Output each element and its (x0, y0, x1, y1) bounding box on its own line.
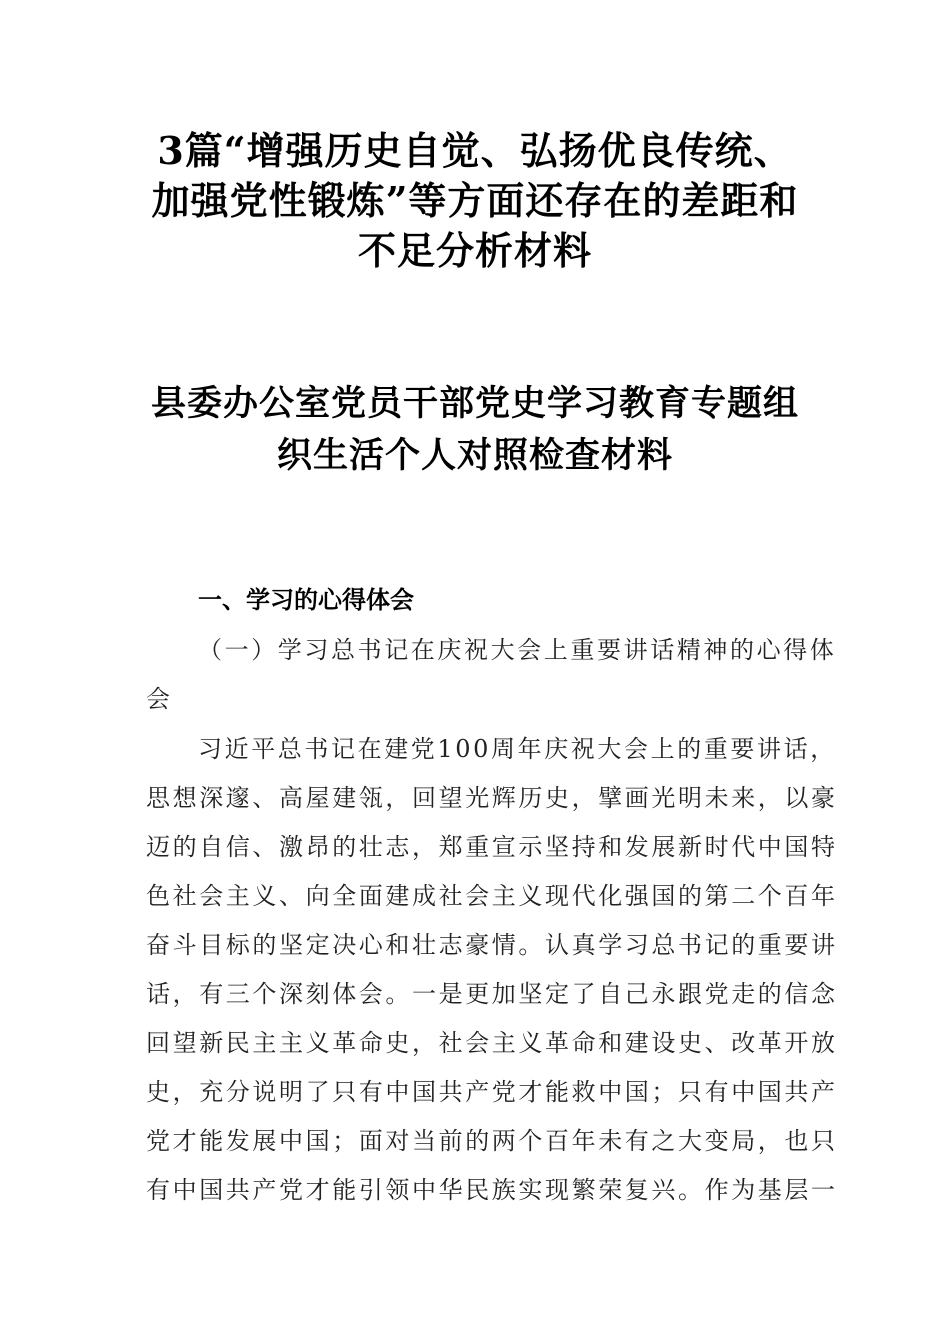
title-line: 3篇“增强历史自觉、弘扬优良传统、 (157, 128, 793, 173)
title-line: 加强党性锻炼”等方面还存在的差距和 (151, 178, 799, 223)
subheading-line: 会 (146, 685, 173, 713)
subtitle-line: 织生活个人对照检查材料 (276, 436, 673, 476)
paragraph-line: 党才能发展中国；面对当前的两个百年未有之大变局，也只 (146, 1127, 838, 1155)
paragraph-line: 迈的自信、激昂的壮志，郑重宣示坚持和发展新时代中国特 (146, 833, 838, 861)
subsection-heading (146, 626, 837, 724)
paragraph-line: 有中国共产党才能引领中华民族实现繁荣复兴。作为基层一 (146, 1176, 838, 1204)
subheading-line: （一）学习总书记在庆祝大会上重要讲话精神的心得体 (198, 636, 837, 664)
document-title (100, 126, 850, 276)
document-subtitle (100, 378, 850, 482)
paragraph-line: 回望新民主主义革命史，社会主义革命和建设史、改革开放 (146, 1029, 838, 1057)
paragraph-line: 思想深邃、高屋建瓴，回望光辉历史，擘画光明未来，以豪 (146, 784, 838, 812)
paragraph-line: 奋斗目标的坚定决心和壮志豪情。认真学习总书记的重要讲 (146, 931, 838, 959)
title-line: 不足分析材料 (357, 228, 592, 273)
section-heading: 一、学习的心得体会 (198, 586, 414, 614)
body-paragraph (146, 725, 838, 1215)
paragraph-line: 话，有三个深刻体会。一是更加坚定了自己永跟党走的信念 (146, 980, 838, 1008)
subtitle-line: 县委办公室党员干部党史学习教育专题组 (150, 384, 799, 424)
paragraph-line: 史，充分说明了只有中国共产党才能救中国；只有中国共产 (146, 1078, 838, 1106)
paragraph-line: 色社会主义、向全面建成社会主义现代化强国的第二个百年 (146, 882, 838, 910)
paragraph-line: 习近平总书记在建党100周年庆祝大会上的重要讲话， (198, 735, 837, 763)
